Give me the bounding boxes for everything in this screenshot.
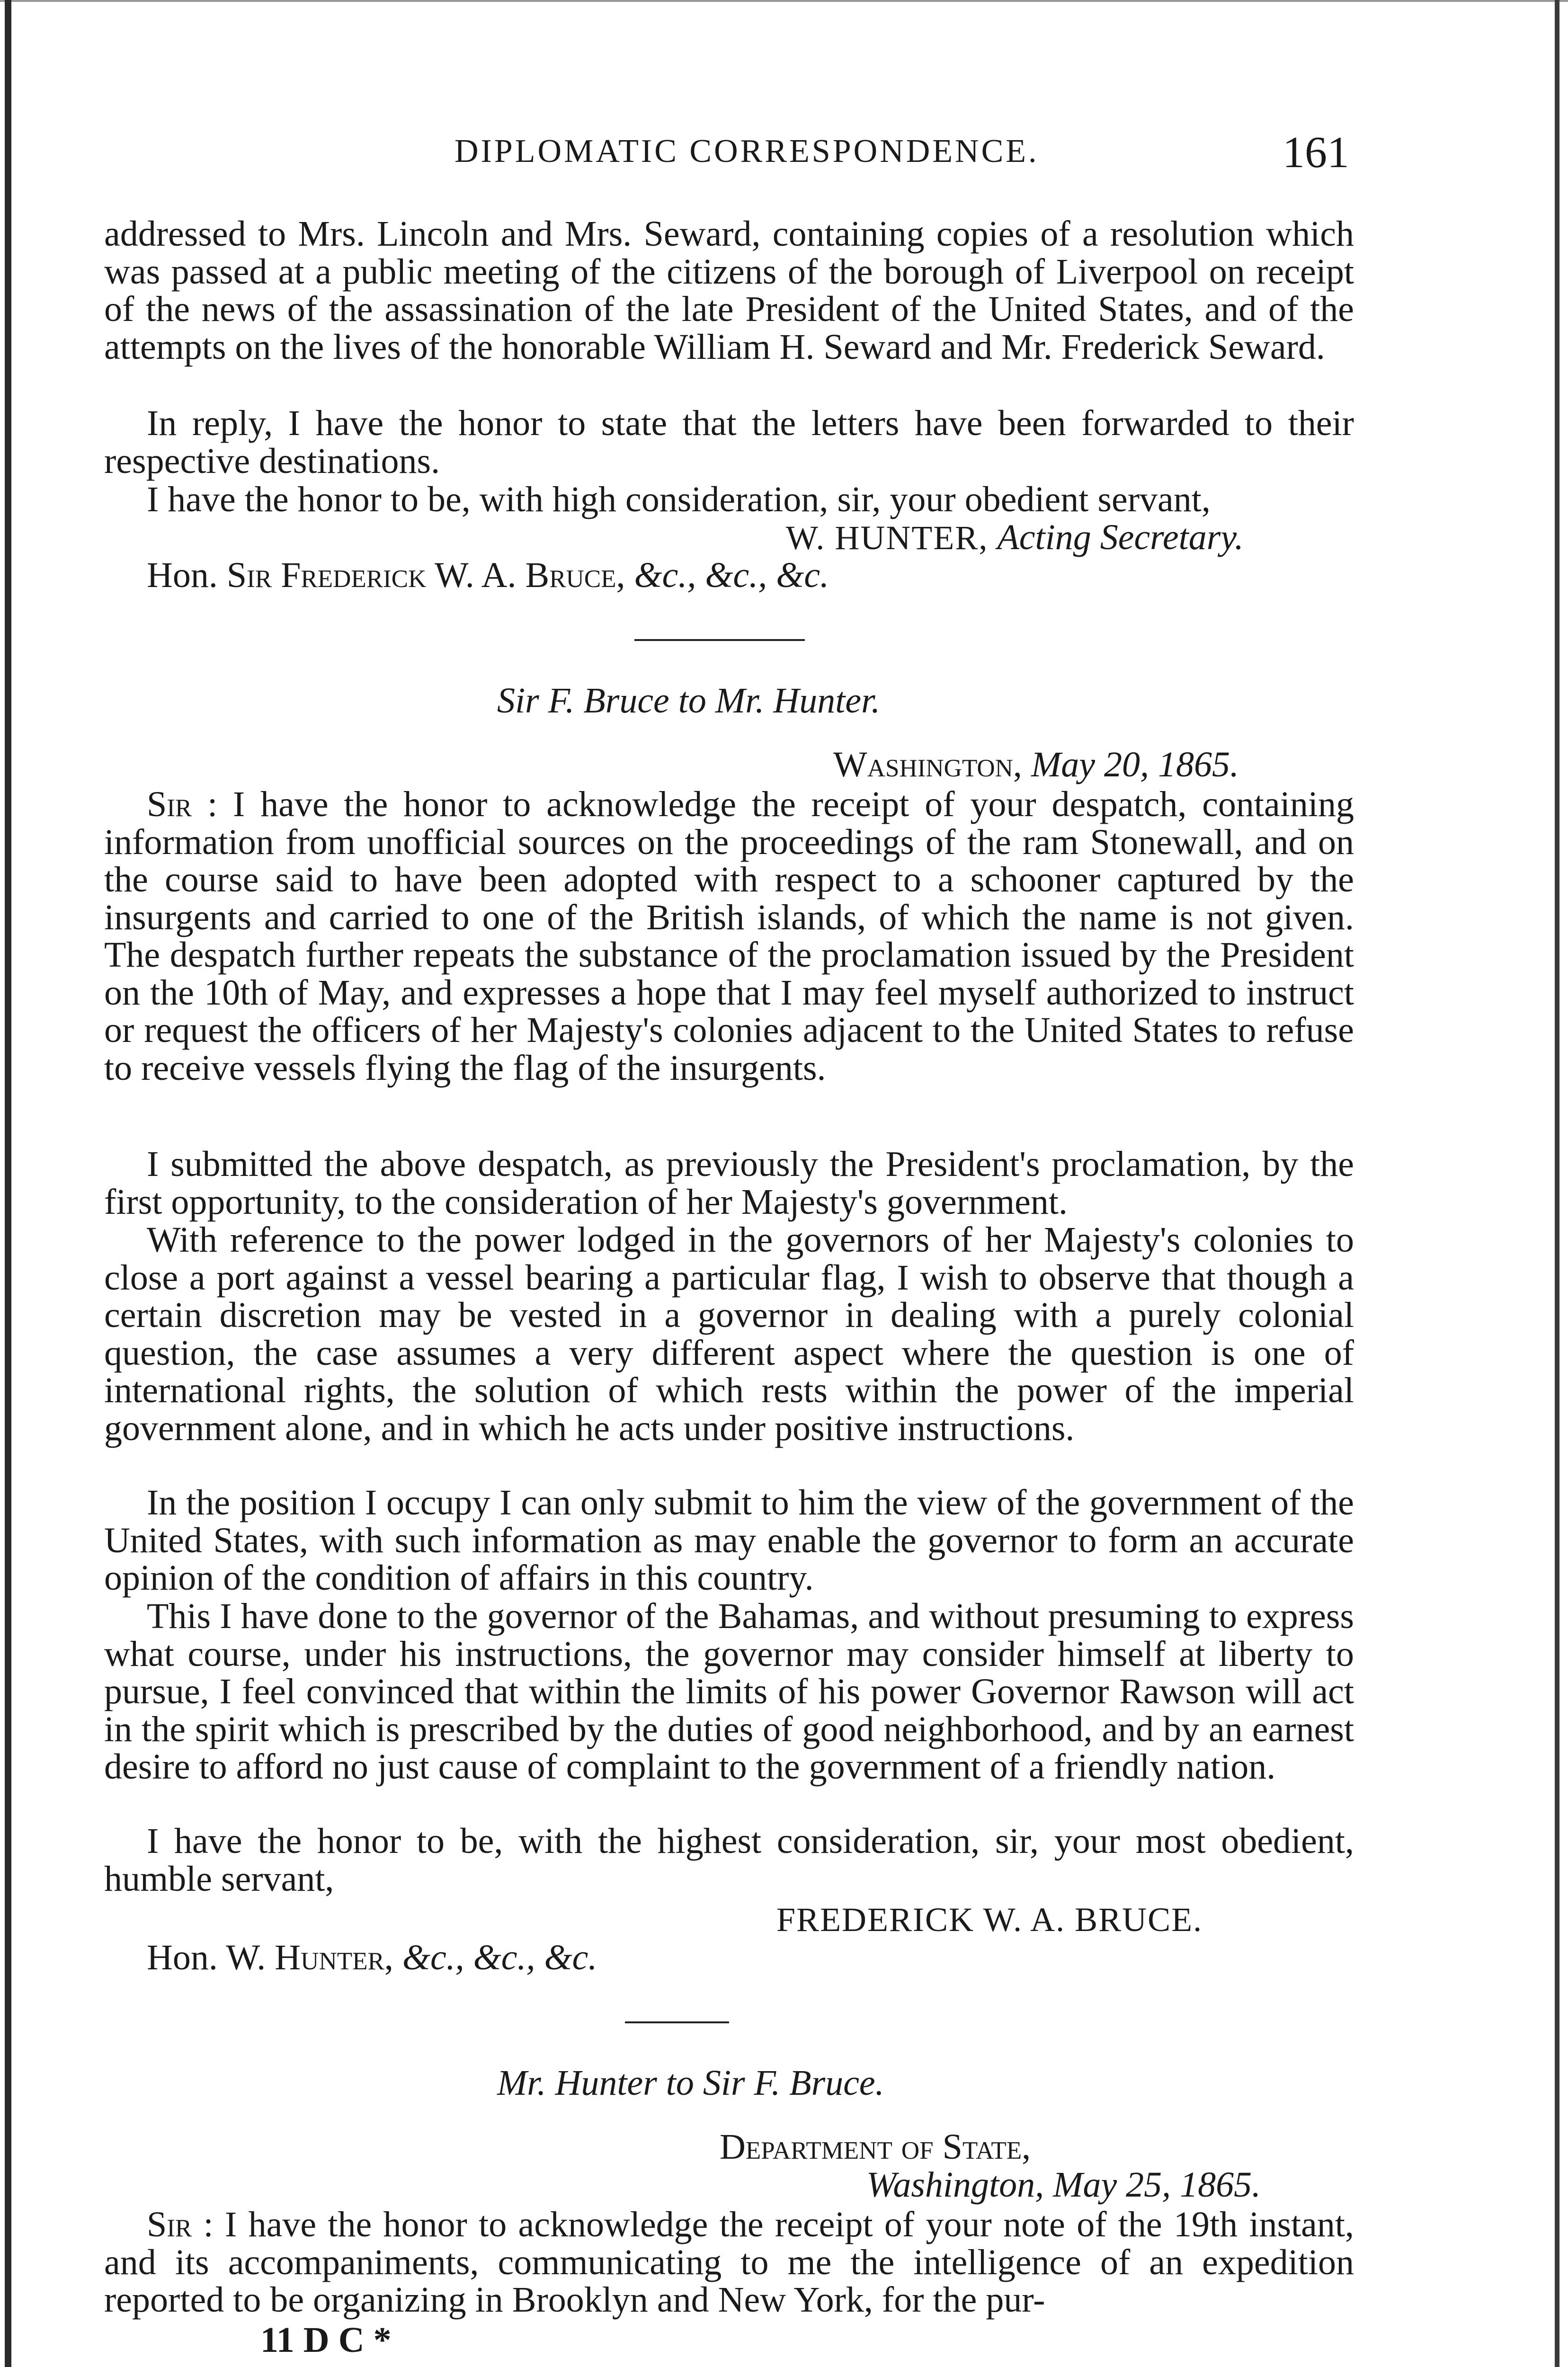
- letter2-salutation: Sir :: [147, 784, 218, 824]
- letter2-addressee-suffix: &c., &c., &c.: [402, 1938, 597, 1977]
- letter1-signature-title: Acting Secretary.: [997, 517, 1244, 557]
- letter2-para3: With reference to the power lodged in the governors of her Majesty's colonies to close a port against a vessel bearing a particular flag, I wish to observe that though a certain discretion may be vested in a governor in dealing with a purely colonial question, the case assumes a very different aspect where the question is one of international rights, the solution of which rests within the power of the imperial government alone, and in which he acts under positive instructions.: [104, 1220, 1354, 1448]
- letter3-department: Department of State,: [720, 2127, 1031, 2167]
- letter3-para1-text: I have the honor to acknowledge the receipt of your note of the 19th instant, and its accompaniments, communicating to me the intelligence of an expedition reported to be organizing in Brooklyn and New York, for the pur-: [104, 2205, 1354, 2320]
- letter1-addressee: [147, 556, 829, 594]
- page-left-edge: [5, 0, 11, 2367]
- letter2-dateline: [833, 746, 1239, 783]
- page-top-edge: [0, 0, 1568, 2]
- letter2-addressee-name: Hunter,: [275, 1938, 393, 1977]
- letter3-place-date: Washington, May 25, 1865.: [866, 2165, 1261, 2205]
- letter1-body: addressed to Mrs. Lincoln and Mrs. Seward, containing copies of a resolution which was passed at a public meeting of the citizens of the borough of Liverpool on receipt of the news of the assassination of the late President of the United States, and of the attempts on the lives of the honorable William H. Seward and Mr. Frederick Seward.: [104, 214, 1354, 367]
- letter3-para1: [104, 2206, 1354, 2319]
- letter1-addressee-name: Sir Frederick W. A. Bruce,: [226, 555, 625, 595]
- page-number: 161: [1283, 128, 1349, 177]
- section-divider: [625, 2021, 729, 2023]
- letter2-signature: FREDERICK W. A. BRUCE.: [776, 1901, 1203, 1939]
- letter2-closing: I have the honor to be, with the highest consideration, sir, your most obedient, humble servant,: [104, 1821, 1354, 1899]
- letter2-date: May 20, 1865.: [1031, 745, 1239, 784]
- letter2-para2: I submitted the above despatch, as previously the President's proclamation, by the first opportunity, to the consideration of her Majesty's government.: [104, 1144, 1354, 1222]
- letter2-place: Washington,: [833, 745, 1022, 784]
- letter1-signature: [786, 518, 1244, 557]
- letter2-para1-text: I have the honor to acknowledge the receipt of your despatch, containing information from unofficial sources on the proceedings of the ram Stonewall, and on the course said to have been adopted with respect to a schooner captured by the insurgents and carried to one of the British islands, of which the name is not given. The despatch further repeats the substance of the proclamation issued by the President on the 10th of May, and expresses a hope that I may feel myself authorized to instruct or request the officers of her Majesty's colonies adjacent to the United States to refuse to receive vessels flying the flag of the insurgents.: [104, 784, 1354, 1088]
- letter1-para2: In reply, I have the honor to state that the letters have been forwarded to their respective destinations.: [104, 403, 1354, 481]
- section-divider: [634, 639, 805, 641]
- letter3-salutation: Sir :: [147, 2205, 214, 2244]
- letter2-addressee: [147, 1939, 597, 1976]
- letter2-heading: Sir F. Bruce to Mr. Hunter.: [497, 681, 881, 721]
- letter2-addressee-prefix: Hon. W.: [147, 1938, 266, 1977]
- page-right-edge: [1555, 0, 1559, 2367]
- letter1-closing: I have the honor to be, with high consideration, sir, your obedient servant,: [147, 480, 1211, 519]
- letter1-signature-name: W. HUNTER,: [786, 519, 989, 557]
- letter2-para1: [104, 786, 1354, 1087]
- signature-mark: 11 D C *: [260, 2320, 392, 2360]
- letter3-heading: Mr. Hunter to Sir F. Bruce.: [497, 2063, 884, 2103]
- letter1-addressee-suffix: &c., &c., &c.: [634, 555, 829, 595]
- running-title: DIPLOMATIC CORRESPONDENCE.: [454, 133, 1039, 169]
- letter2-para4: In the position I occupy I can only submit to him the view of the government of the United States, with such information as may enable the governor to form an accurate opinion of the condition of affairs in this country.: [104, 1483, 1354, 1598]
- letter2-para5: This I have done to the governor of the Bahamas, and without presuming to express what course, under his instructions, the governor may consider himself at liberty to pursue, I feel convinced that within the limits of his power Governor Rawson will act in the spirit which is prescribed by the duties of good neighborhood, and by an earnest desire to afford no just cause of complaint to the government of a friendly nation.: [104, 1596, 1354, 1787]
- running-head: [104, 128, 1354, 185]
- letter1-addressee-prefix: Hon.: [147, 555, 218, 595]
